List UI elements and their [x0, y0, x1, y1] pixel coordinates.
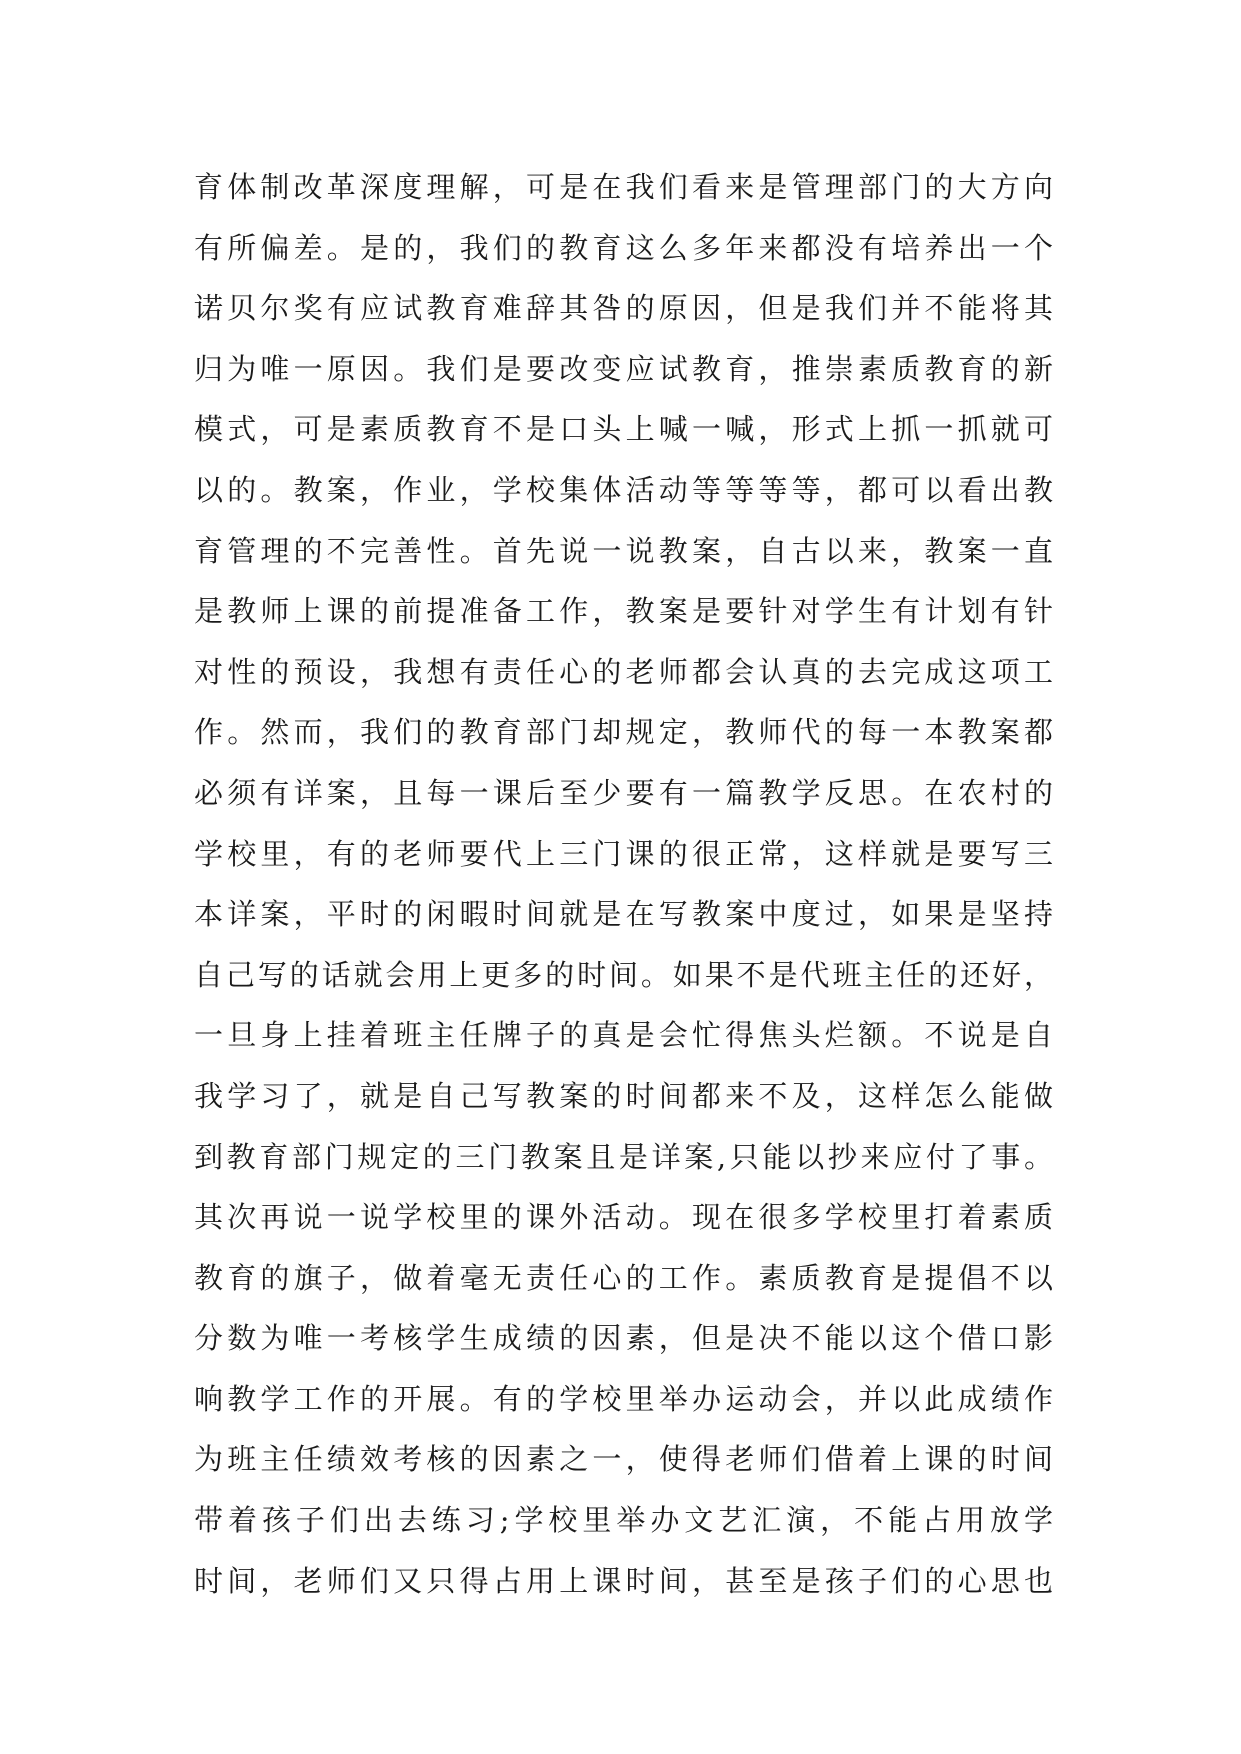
text-line: 以的。教案，作业，学校集体活动等等等等，都可以看出教: [194, 472, 1054, 507]
text-line: 响教学工作的开展。有的学校里举办运动会，并以此成绩作: [194, 1381, 1054, 1416]
text-line: 有所偏差。是的，我们的教育这么多年来都没有培养出一个: [194, 230, 1054, 265]
text-line: 对性的预设，我想有责任心的老师都会认真的去完成这项工: [194, 654, 1054, 689]
text-line: 其次再说一说学校里的课外活动。现在很多学校里打着素质: [194, 1200, 1054, 1235]
text-line: 是教师上课的前提准备工作，教案是要针对学生有计划有针: [194, 594, 1054, 629]
text-line: 一旦身上挂着班主任牌子的真是会忙得焦头烂额。不说是自: [194, 1018, 1054, 1053]
text-line: 时间，老师们又只得占用上课时间，甚至是孩子们的心思也: [194, 1563, 1054, 1598]
text-line: 教育的旗子，做着毫无责任心的工作。素质教育是提倡不以: [194, 1260, 1054, 1295]
text-line: 自己写的话就会用上更多的时间。如果不是代班主任的还好，: [194, 957, 1054, 992]
text-line: 学校里，有的老师要代上三门课的很正常，这样就是要写三: [194, 836, 1054, 871]
text-line: 育管理的不完善性。首先说一说教案，自古以来，教案一直: [194, 533, 1054, 568]
text-line: 必须有详案，且每一课后至少要有一篇教学反思。在农村的: [194, 775, 1054, 810]
text-line: 归为唯一原因。我们是要改变应试教育，推崇素质教育的新: [194, 351, 1054, 386]
text-line: 育体制改革深度理解，可是在我们看来是管理部门的大方向: [194, 170, 1054, 204]
body-text: [194, 157, 1054, 1611]
text-line: 为班主任绩效考核的因素之一，使得老师们借着上课的时间: [194, 1442, 1054, 1477]
text-line: 带着孩子们出去练习;学校里举办文艺汇演，不能占用放学: [194, 1503, 1054, 1538]
text-line: 本详案，平时的闲暇时间就是在写教案中度过，如果是坚持: [194, 897, 1054, 932]
text-line: 作。然而，我们的教育部门却规定，教师代的每一本教案都: [194, 715, 1054, 750]
text-line: 模式，可是素质教育不是口头上喊一喊，形式上抓一抓就可: [194, 412, 1054, 447]
text-line: 分数为唯一考核学生成绩的因素，但是决不能以这个借口影: [194, 1321, 1054, 1356]
text-line: 诺贝尔奖有应试教育难辞其咎的原因，但是我们并不能将其: [194, 291, 1054, 326]
text-line: 到教育部门规定的三门教案且是详案,只能以抄来应付了事。: [194, 1139, 1054, 1174]
text-line: 我学习了，就是自己写教案的时间都来不及，这样怎么能做: [194, 1078, 1054, 1113]
